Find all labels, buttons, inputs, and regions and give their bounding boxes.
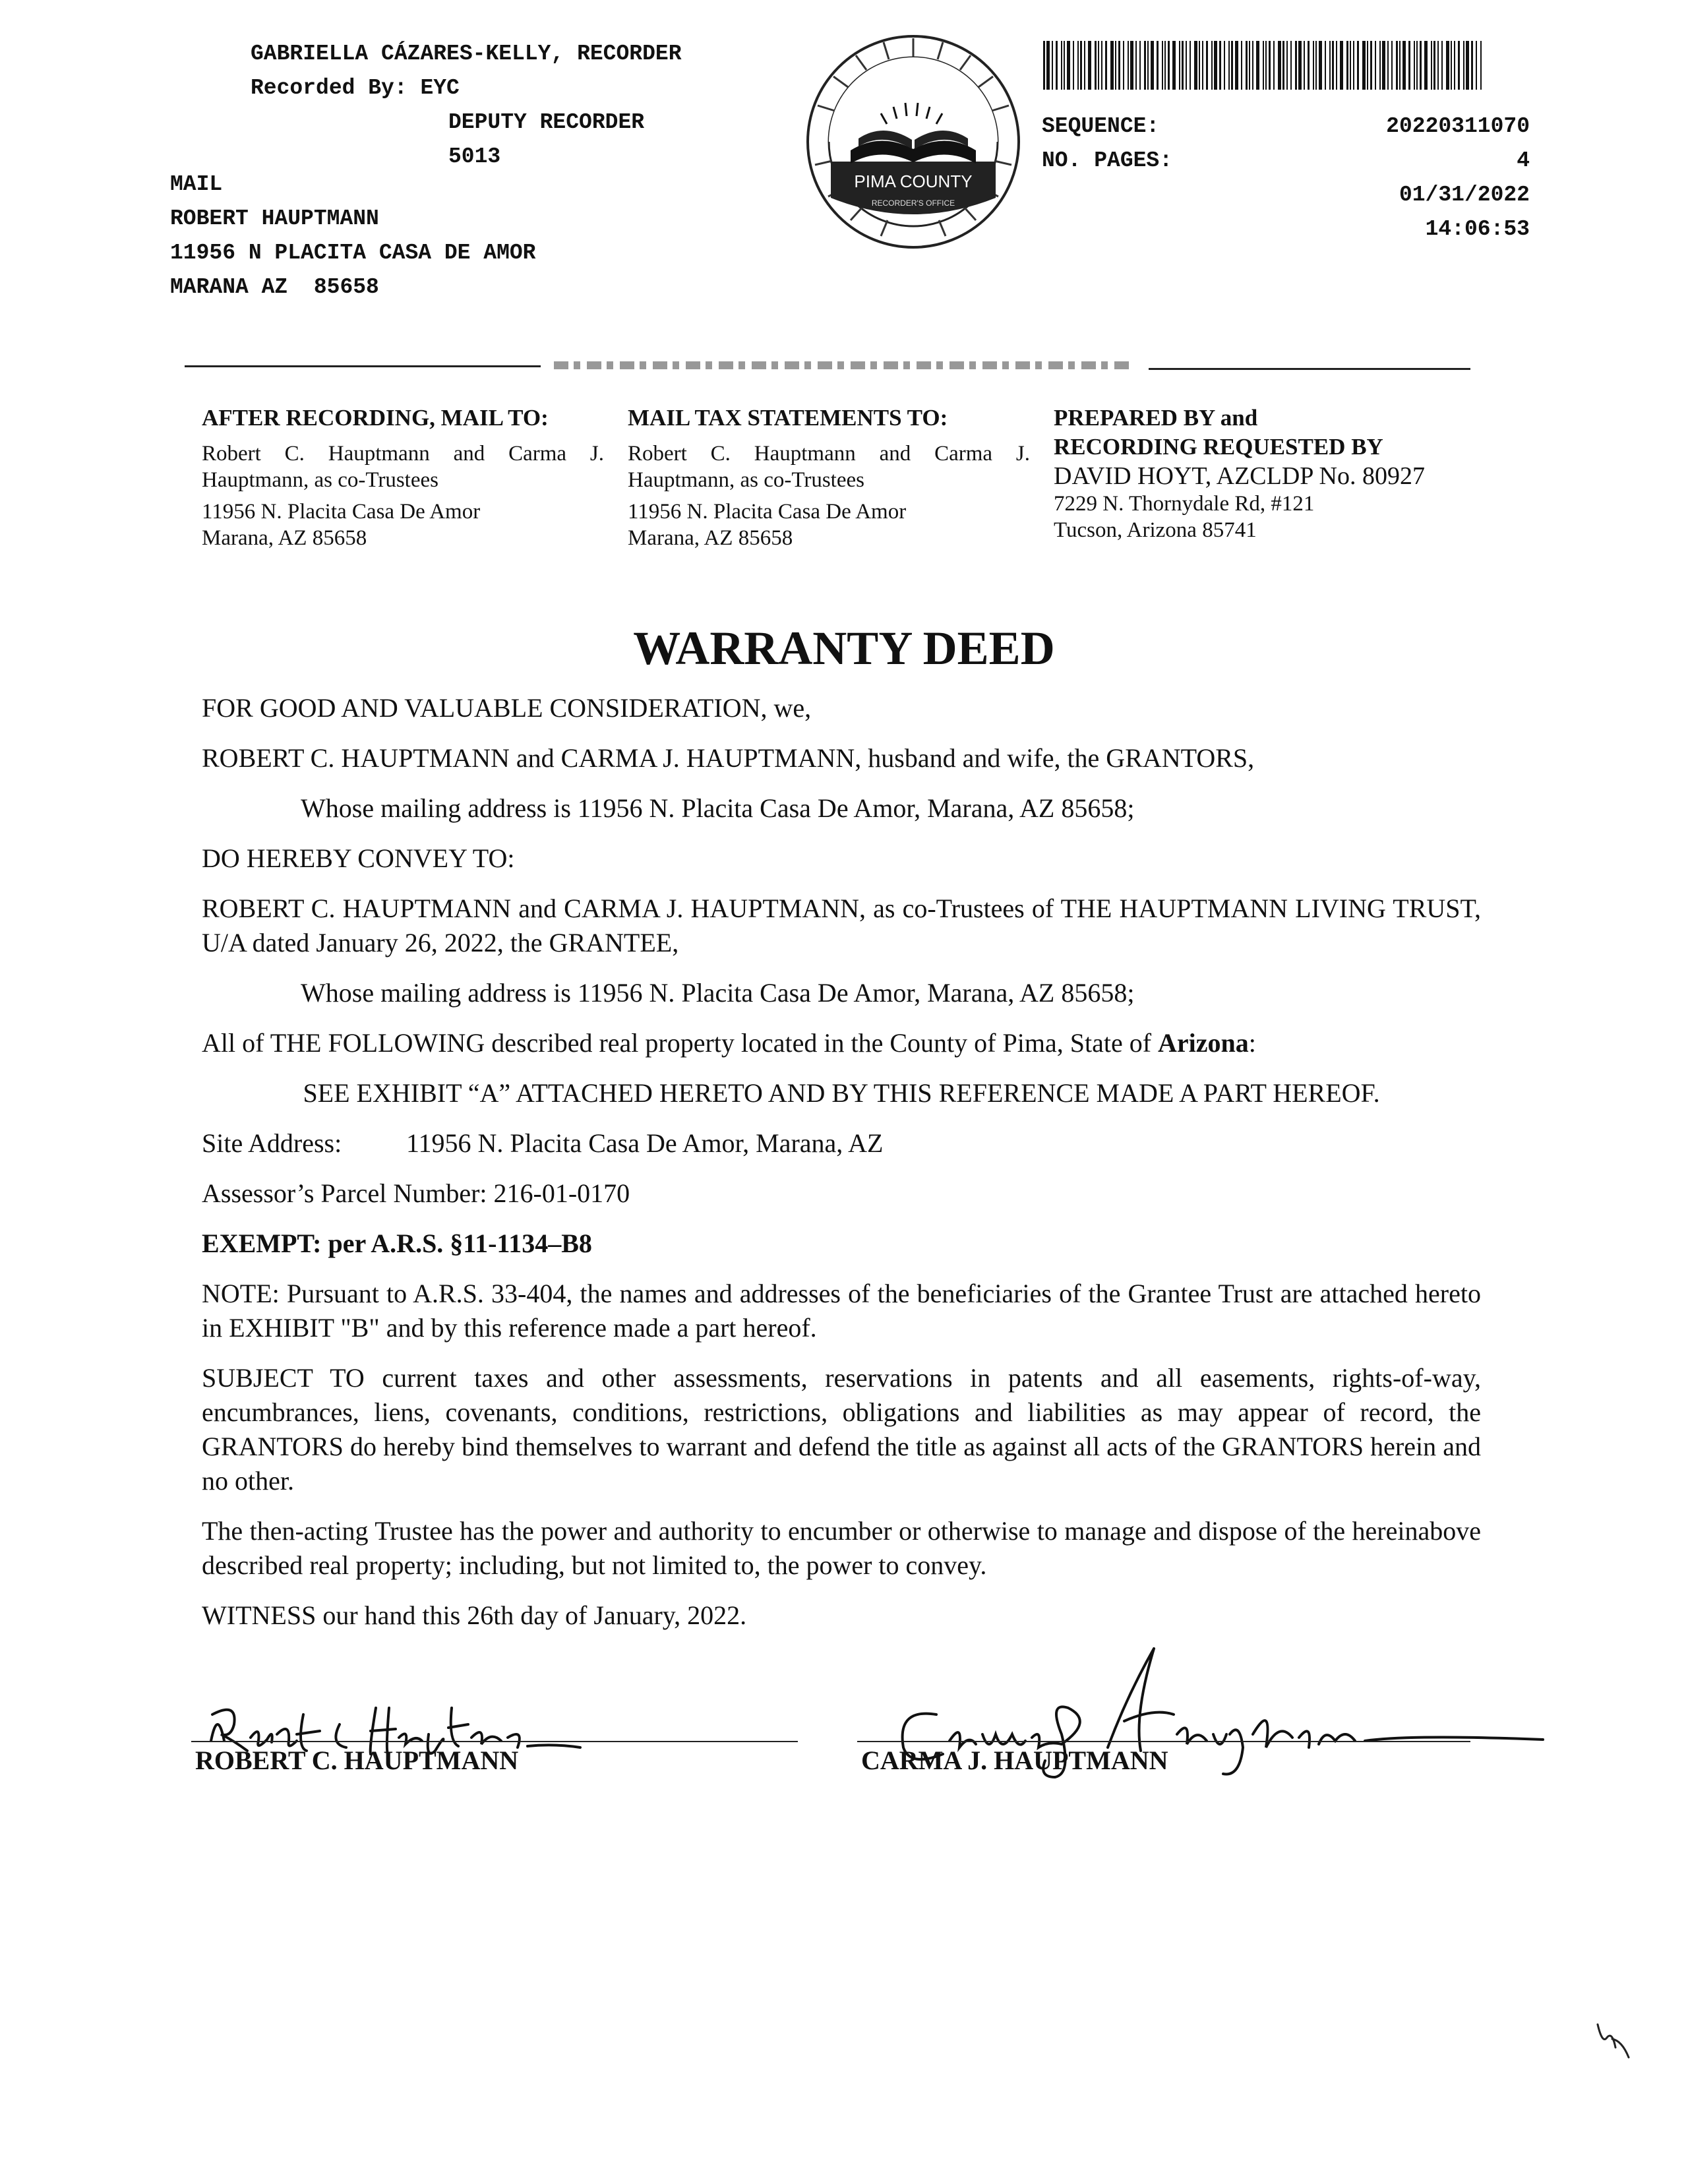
signer-1-name: ROBERT C. HAUPTMANN xyxy=(195,1745,519,1775)
mail-city: MARANA AZ 85658 xyxy=(170,275,379,299)
tax-statements-street: 11956 N. Placita Casa De Amor xyxy=(628,500,907,524)
grantors-address: Whose mailing address is 11956 N. Placita Casa De Amor, Marana, AZ 85658; xyxy=(301,793,1135,823)
deed-body xyxy=(202,691,1481,1649)
prepared-by-column xyxy=(1054,404,1476,543)
consideration-paragraph: FOR GOOD AND VALUABLE CONSIDERATION, we, xyxy=(202,693,812,723)
divider-text xyxy=(554,361,1134,369)
grantee-address: Whose mailing address is 11956 N. Placita Casa De Amor, Marana, AZ 85658; xyxy=(301,978,1135,1008)
grantee-paragraph: ROBERT C. HAUPTMANN and CARMA J. HAUPTMANN, as co-Trustees of THE HAUPTMANN LIVING TRUST, U/A dated January 26, 2022, the GRANTEE, xyxy=(202,894,1481,957)
parcel-number: Assessor’s Parcel Number: 216-01-0170 xyxy=(202,1178,630,1208)
after-recording-heading: AFTER RECORDING, MAIL TO: xyxy=(202,405,549,431)
note-paragraph: NOTE: Pursuant to A.R.S. 33-404, the names and addresses of the beneficiaries of the Grantee Trust are attached hereto in EXHIBIT "B" and by this reference made a part hereof. xyxy=(202,1279,1481,1343)
tax-statements-heading: MAIL TAX STATEMENTS TO: xyxy=(628,405,948,431)
document-title: WARRANTY DEED xyxy=(633,622,1055,675)
property-state: Arizona xyxy=(1158,1028,1249,1058)
pima-county-seal-icon xyxy=(804,33,1022,251)
after-recording-column xyxy=(202,404,604,551)
preparer-street: 7229 N. Thornydale Rd, #121 xyxy=(1054,492,1315,516)
signature-line-2 xyxy=(857,1741,1470,1742)
grantors-paragraph: ROBERT C. HAUPTMANN and CARMA J. HAUPTMANN, husband and wife, the GRANTORS, xyxy=(202,743,1255,773)
witness-paragraph: WITNESS our hand this 26th day of January, 2022. xyxy=(202,1600,747,1630)
tax-statements-names: Robert C. Hauptmann and Carma J. Hauptmann, as co-Trustees xyxy=(628,442,1030,492)
deputy-title: DEPUTY RECORDER xyxy=(448,110,645,135)
property-text: All of THE FOLLOWING described real property located in the County of Pima, State of xyxy=(202,1028,1159,1058)
recorder-info xyxy=(251,37,682,174)
exhibit-a-reference: SEE EXHIBIT “A” ATTACHED HERETO AND BY THIS REFERENCE MADE A PART HEREOF. xyxy=(303,1078,1380,1108)
recording-time: 14:06:53 xyxy=(1425,217,1530,241)
seal-subtext: RECORDER'S OFFICE xyxy=(871,198,955,208)
pages-value: 4 xyxy=(1517,148,1530,173)
sequence-value: 20220311070 xyxy=(1386,114,1530,138)
mail-address-block xyxy=(170,167,536,305)
prepared-by-heading-2: RECORDING REQUESTED BY xyxy=(1054,434,1383,460)
recorded-by: Recorded By: EYC xyxy=(251,76,460,100)
divider-left xyxy=(185,365,541,367)
subject-to-paragraph: SUBJECT TO current taxes and other assessments, reservations in patents and all easements, rights-of-way, encumbrances, liens, covenants, conditions, restrictions, obligations and liabilities as may appear of record, the GRANTORS do hereby bind themselves to warrant and defend the title as against all acts of the GRANTORS herein and no other. xyxy=(202,1363,1481,1496)
preparer-city: Tucson, Arizona 85741 xyxy=(1054,518,1257,542)
signature-line-1 xyxy=(191,1741,798,1742)
signer-2-name: CARMA J. HAUPTMANN xyxy=(861,1745,1168,1775)
tax-statements-column xyxy=(628,404,1030,551)
site-address-value: 11956 N. Placita Casa De Amor, Marana, AZ xyxy=(406,1128,884,1158)
property-colon: : xyxy=(1248,1028,1256,1058)
pages-label: NO. PAGES: xyxy=(1042,148,1173,173)
trustee-power-paragraph: The then-acting Trustee has the power and authority to encumber or otherwise to manage and dispose of the hereinabove described real property; including, but not limited to, the power to convey. xyxy=(202,1516,1481,1580)
mail-name: ROBERT HAUPTMANN xyxy=(170,206,379,231)
barcode-icon xyxy=(1042,41,1484,90)
recording-info xyxy=(1042,109,1530,247)
seal-text: PIMA COUNTY xyxy=(854,171,973,191)
deputy-number: 5013 xyxy=(448,144,501,169)
recorder-name: GABRIELLA CÁZARES-KELLY, RECORDER xyxy=(251,42,682,66)
prepared-by-heading-1: PREPARED BY and xyxy=(1054,405,1258,431)
tax-statements-city: Marana, AZ 85658 xyxy=(628,526,793,550)
barcode xyxy=(1042,41,1484,90)
preparer-name: DAVID HOYT, AZCLDP No. 80927 xyxy=(1054,462,1425,490)
convey-paragraph: DO HEREBY CONVEY TO: xyxy=(202,843,515,873)
mail-label: MAIL xyxy=(170,172,223,197)
mail-street: 11956 N PLACITA CASA DE AMOR xyxy=(170,241,536,265)
divider-right xyxy=(1149,368,1470,370)
sequence-label: SEQUENCE: xyxy=(1042,114,1160,138)
property-paragraph xyxy=(202,1026,1481,1060)
after-recording-names: Robert C. Hauptmann and Carma J. Hauptmann, as co-Trustees xyxy=(202,442,604,492)
exempt-statement: EXEMPT: per A.R.S. §11-1134–B8 xyxy=(202,1228,592,1258)
after-recording-street: 11956 N. Placita Casa De Amor xyxy=(202,500,481,524)
recording-date: 01/31/2022 xyxy=(1399,183,1530,207)
after-recording-city: Marana, AZ 85658 xyxy=(202,526,367,550)
site-address-label: Site Address: xyxy=(202,1128,342,1158)
county-seal xyxy=(804,33,1022,251)
handwritten-page-mark xyxy=(1592,2018,1639,2064)
site-address-row xyxy=(202,1126,1481,1161)
